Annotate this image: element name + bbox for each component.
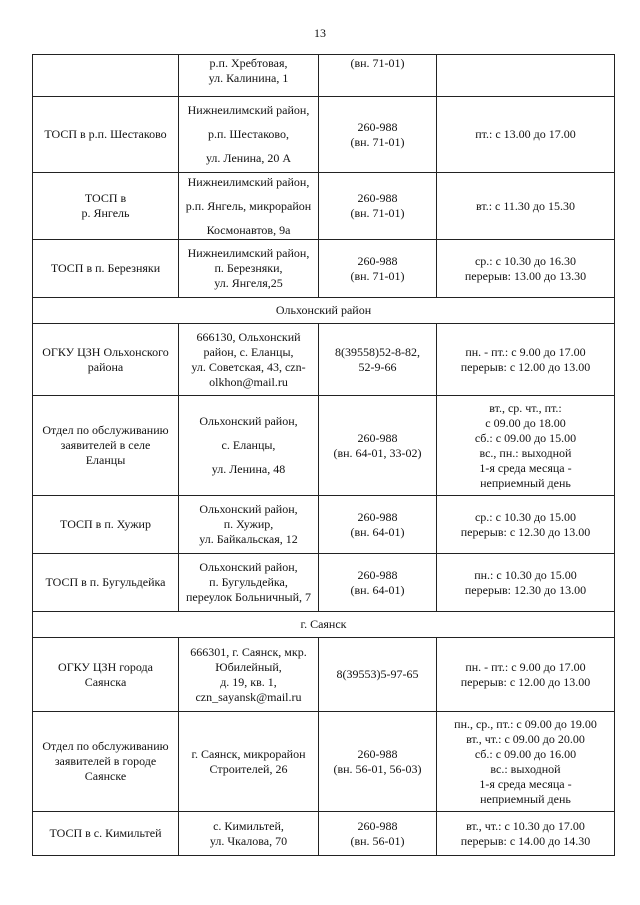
offices-table-body xyxy=(33,55,615,856)
office-name-line: Отдел по обслуживанию xyxy=(42,423,169,437)
phone-line: 260-988 xyxy=(357,818,398,833)
table-row xyxy=(33,712,615,812)
address-line: Нижнеилимский район, xyxy=(187,103,310,117)
office-name-line: р. Янгель xyxy=(81,206,130,220)
section-title: г. Саянск xyxy=(33,612,615,638)
address-line: ул. Чкалова, 70 xyxy=(209,833,288,848)
hours-line: вт.: с 11.30 до 15.30 xyxy=(475,198,576,213)
phone-line: (вн. 56-01, 56-03) xyxy=(333,761,422,776)
hours-cell xyxy=(437,396,615,496)
address-cell xyxy=(179,97,319,173)
hours-cell xyxy=(437,55,615,97)
hours-line: пн. - пт.: с 9.00 до 17.00 xyxy=(465,344,586,359)
address-cell xyxy=(179,173,319,240)
phone-line: 260-988 xyxy=(357,191,398,205)
hours-line: сб.: с 09.00 до 15.00 xyxy=(474,430,577,445)
office-name-line: ТОСП в п. Хужир xyxy=(60,517,151,531)
address-cell xyxy=(179,554,319,612)
phone-line: (вн. 71-01) xyxy=(350,134,405,149)
address-cell xyxy=(179,324,319,396)
phone-cell xyxy=(319,638,437,712)
hours-line: неприемный день xyxy=(480,475,571,490)
hours-line: пт.: с 13.00 до 17.00 xyxy=(475,127,576,141)
hours-line: ср.: с 10.30 до 15.00 xyxy=(474,509,577,524)
phone-cell xyxy=(319,712,437,812)
address-cell xyxy=(179,812,319,856)
office-name-line: района xyxy=(87,359,124,374)
address-line[interactable]: olkhon@mail.ru xyxy=(209,374,288,389)
hours-line: пн., ср., пт.: с 09.00 до 19.00 xyxy=(454,716,597,731)
office-name-cell xyxy=(33,638,179,712)
hours-cell xyxy=(437,496,615,554)
address-line: ул. Ленина, 48 xyxy=(211,462,286,476)
table-row xyxy=(33,324,615,396)
address-line: д. 19, кв. 1, xyxy=(220,674,277,689)
phone-cell xyxy=(319,55,437,97)
hours-line: пн.: с 10.30 до 15.00 xyxy=(474,567,577,582)
office-name-line: ТОСП в п. Березняки xyxy=(50,261,161,275)
office-name-cell xyxy=(33,712,179,812)
phone-line: (вн. 64-01) xyxy=(350,582,405,597)
table-row xyxy=(33,396,615,496)
phone-line: 260-988 xyxy=(357,430,398,445)
phone-line: 260-988 xyxy=(357,509,398,524)
address-line: переулок Больничный, 7 xyxy=(185,590,312,604)
office-name-line: ТОСП в xyxy=(84,191,127,205)
table-row xyxy=(33,496,615,554)
office-name-line: ТОСП в р.п. Шестаково xyxy=(44,127,167,141)
phone-cell xyxy=(319,97,437,173)
office-name-line: ОГКУ ЦЗН города xyxy=(58,659,153,674)
address-cell xyxy=(179,496,319,554)
address-line: Ольхонский район, xyxy=(199,502,298,516)
address-line: с. Еланцы, xyxy=(221,438,276,452)
hours-line: пн. - пт.: с 9.00 до 17.00 xyxy=(465,659,586,674)
phone-line: 260-988 xyxy=(357,567,398,582)
section-title: Ольхонский район xyxy=(33,298,615,324)
address-line: г. Саянск, микрорайон xyxy=(191,746,306,761)
address-line: Ольхонский район, xyxy=(199,560,298,574)
phone-line: (вн. 71-01) xyxy=(350,268,405,283)
office-name-line: заявителей в селе xyxy=(60,438,151,452)
phone-cell xyxy=(319,396,437,496)
phone-cell xyxy=(319,554,437,612)
address-line: Нижнеилимский район, xyxy=(187,174,310,189)
phone-line: 52-9-66 xyxy=(358,359,397,374)
address-line: р.п. Хребтовая, xyxy=(209,56,288,70)
hours-line: вт., чт.: с 10.30 до 17.00 xyxy=(466,818,585,833)
table-row xyxy=(33,55,615,97)
office-name-line: Саянска xyxy=(84,674,127,689)
office-name-cell xyxy=(33,324,179,396)
hours-cell xyxy=(437,324,615,396)
address-line: район, с. Еланцы, xyxy=(203,344,294,359)
office-name-cell xyxy=(33,554,179,612)
hours-line: 1-я среда месяца - xyxy=(479,776,572,791)
hours-cell xyxy=(437,173,615,240)
address-line: Ольхонский район, xyxy=(199,414,298,428)
office-name-cell xyxy=(33,173,179,240)
table-row xyxy=(33,554,615,612)
office-name-cell xyxy=(33,240,179,298)
office-name-cell xyxy=(33,97,179,173)
table-row xyxy=(33,240,615,298)
office-name-line: ОГКУ ЦЗН Ольхонского xyxy=(42,344,169,359)
hours-line: сб.: с 09.00 до 16.00 xyxy=(474,746,577,761)
hours-cell xyxy=(437,554,615,612)
address-cell xyxy=(179,396,319,496)
phone-line: 8(39558)52-8-82, xyxy=(335,344,420,359)
phone-line: 260-988 xyxy=(357,253,398,268)
phone-line: (вн. 71-01) xyxy=(350,56,405,70)
address-line: Космонавтов, 9а xyxy=(206,222,291,237)
address-cell xyxy=(179,638,319,712)
phone-line: 8(39553)5-97-65 xyxy=(336,667,419,681)
hours-line: перерыв: с 12.00 до 13.00 xyxy=(460,359,591,374)
hours-line: перерыв: с 12.00 до 13.00 xyxy=(460,674,591,689)
hours-cell xyxy=(437,240,615,298)
hours-line: 1-я среда месяца - xyxy=(479,460,572,475)
phone-line: 260-988 xyxy=(357,119,398,134)
address-line: п. Хужир, xyxy=(223,517,274,531)
page-number: 13 xyxy=(314,26,326,40)
phone-cell xyxy=(319,812,437,856)
address-line: р.п. Шестаково, xyxy=(208,127,289,141)
office-name-line: ТОСП в п. Бугульдейка xyxy=(45,575,166,589)
address-line: 666130, Ольхонский xyxy=(196,329,301,344)
office-name-line: Отдел по обслуживанию xyxy=(42,739,169,753)
phone-line: (вн. 64-01, 33-02) xyxy=(333,445,422,460)
hours-line: ср.: с 10.30 до 16.30 xyxy=(474,253,577,268)
address-line: ул. Советская, 43, czn- xyxy=(191,359,306,374)
table-row xyxy=(33,173,615,240)
hours-line: с 09.00 до 18.00 xyxy=(485,415,566,430)
hours-cell xyxy=(437,97,615,173)
office-name-line: заявителей в городе xyxy=(54,754,157,768)
hours-cell xyxy=(437,712,615,812)
phone-line: (вн. 71-01) xyxy=(350,206,405,220)
address-line: Строителей, 26 xyxy=(209,761,288,776)
phone-line: (вн. 64-01) xyxy=(350,524,405,539)
hours-line: перерыв: с 12.30 до 13.00 xyxy=(460,524,591,539)
hours-line: перерыв: с 14.00 до 14.30 xyxy=(460,833,591,848)
office-name-cell xyxy=(33,496,179,554)
office-name-cell xyxy=(33,396,179,496)
hours-line: перерыв: 13.00 до 13.30 xyxy=(464,268,587,283)
address-line: п. Бугульдейка, xyxy=(209,575,288,589)
table-row xyxy=(33,97,615,173)
address-line: Нижнеилимский район, xyxy=(187,246,310,260)
address-line: ул. Калинина, 1 xyxy=(208,71,289,85)
section-header-row xyxy=(33,298,615,324)
address-line: ул. Янгеля,25 xyxy=(214,276,283,290)
offices-table xyxy=(32,54,615,856)
hours-line: вт., ср. чт., пт.: xyxy=(489,400,562,415)
table-row xyxy=(33,638,615,712)
phone-line: 260-988 xyxy=(357,746,398,761)
address-line[interactable]: czn_sayansk@mail.ru xyxy=(195,689,302,704)
address-line: с. Кимильтей, xyxy=(213,818,284,833)
address-cell xyxy=(179,55,319,97)
hours-line: вс., пн.: выходной xyxy=(479,445,572,460)
hours-cell xyxy=(437,638,615,712)
table-row xyxy=(33,812,615,856)
office-name-cell xyxy=(33,55,179,97)
phone-cell xyxy=(319,240,437,298)
phone-cell xyxy=(319,496,437,554)
hours-line: неприемный день xyxy=(480,791,571,806)
address-cell xyxy=(179,240,319,298)
office-name-cell xyxy=(33,812,179,856)
office-name-line: Саянске xyxy=(84,769,127,783)
section-header-row xyxy=(33,612,615,638)
address-line: ул. Байкальская, 12 xyxy=(199,532,298,546)
address-cell xyxy=(179,712,319,812)
hours-line: вт., чт.: с 09.00 до 20.00 xyxy=(466,731,585,746)
phone-cell xyxy=(319,324,437,396)
office-name-line: ТОСП в с. Кимильтей xyxy=(49,826,162,840)
phone-line: (вн. 56-01) xyxy=(350,833,405,848)
address-line: 666301, г. Саянск, мкр. xyxy=(190,644,307,659)
hours-line: вс.: выходной xyxy=(490,761,561,776)
hours-line: перерыв: 12.30 до 13.00 xyxy=(464,582,587,597)
address-line: ул. Ленина, 20 А xyxy=(205,151,292,165)
phone-cell xyxy=(319,173,437,240)
office-name-line: Еланцы xyxy=(85,453,126,467)
address-line: п. Березняки, xyxy=(214,261,283,275)
address-line: Юбилейный, xyxy=(215,659,282,674)
hours-cell xyxy=(437,812,615,856)
address-line: р.п. Янгель, микрорайон xyxy=(185,198,312,213)
